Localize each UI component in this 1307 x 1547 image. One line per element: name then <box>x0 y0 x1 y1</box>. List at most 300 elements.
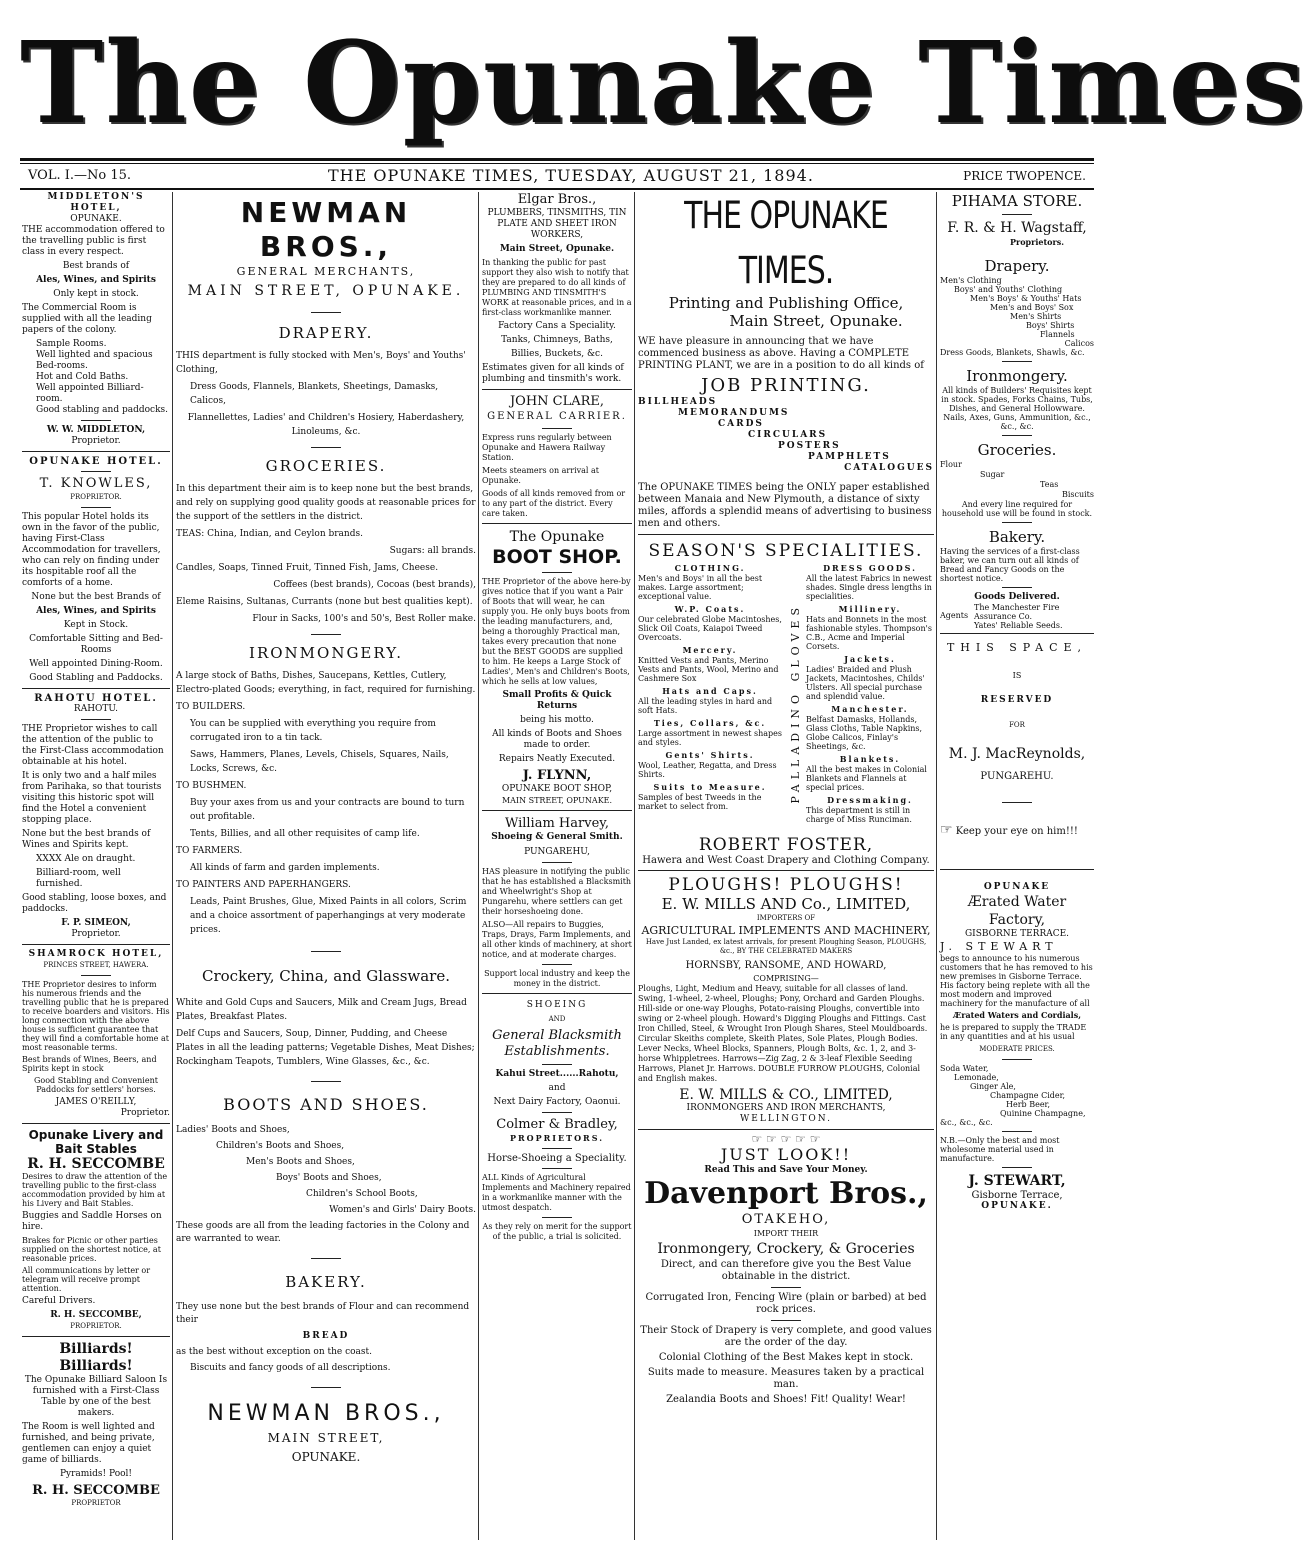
ad-text: THE accommodation offered to the travelling public is first class in every respect. <box>22 225 165 257</box>
ad-text: Support local industry and keep the money in the district. <box>484 969 630 988</box>
list-item: Dress Goods, Blankets, Shawls, &c. <box>940 348 1085 357</box>
list-item: Champagne Cider, <box>990 1091 1066 1100</box>
ad-text: Pyramids! Pool! <box>59 1469 133 1479</box>
ad-text: Biscuits and fancy goods of all descriptions. <box>190 1363 391 1373</box>
section-head: Goods Delivered. <box>974 592 1060 602</box>
ad-text: Billiard-room, well furnished. <box>36 868 121 889</box>
ad-text: Good stabling and paddocks. <box>36 405 169 415</box>
ad-text: Read This and Save Your Money. <box>704 1165 868 1175</box>
ad-text: Careful Drivers. <box>22 1296 96 1306</box>
ad-text: Estimates given for all kinds of plumbing and tinsmith's work. <box>482 363 624 384</box>
ad-reserved-space <box>940 640 1094 839</box>
column-3 <box>482 192 632 1540</box>
section-head: BOOTS AND SHOES. <box>223 1095 429 1114</box>
ad-title: MIDDLETON'S HOTEL, <box>47 192 145 213</box>
ad-subtitle: Shoeing & General Smith. <box>491 832 623 842</box>
ad-text: Desires to draw the attention of the travelling public to the first-class accommodation provided by him at his Livery and Bait Stables. <box>22 1172 168 1208</box>
ad-owner: F. P. SIMEON, <box>61 918 131 928</box>
ad-text: Children's Boots and Shoes, <box>216 1141 345 1151</box>
ad-text: THE Proprietor desires to inform his numerous friends and the travelling public that he is prepared to receive boarders and visitors. His long connection with the above house is sufficient guarantee that they will find a comfortable home at most reasonable terms. <box>22 980 170 1052</box>
ad-owner: J. STEWART, <box>968 1173 1066 1189</box>
ad-and: AND <box>548 1015 566 1023</box>
ad-text: TO PAINTERS AND PAPERHANGERS. <box>176 880 351 890</box>
ad-role: Proprietors. <box>1009 237 1065 247</box>
ad-aerated-water <box>940 882 1094 1212</box>
ad-text: Buy your axes from us and your contracts are bound to turn out profitable. <box>190 798 465 822</box>
ad-owner: R. H. SECCOMBE <box>32 1483 160 1498</box>
speciality-text: Men's and Boys' in all the best makes. Large assortment; exceptional value. <box>638 574 763 601</box>
section-head: GROCERIES. <box>265 457 387 475</box>
speciality-text: Belfast Damasks, Hollands, Glass Cloths, Table Napkins, Globe Calicos, Finlay's Sheetings, &c. <box>806 715 923 751</box>
ad-text: Small Profits & Quick Returns <box>502 690 612 711</box>
ad-text: Coffees (best brands), Cocoas (best brands), <box>273 580 476 590</box>
ad-text: Repairs Neatly Executed. <box>498 754 616 764</box>
ad-firm: E. W. MILLS AND Co., LIMITED, <box>661 895 911 913</box>
ad-title: Opunake Livery and Bait Stables <box>28 1128 164 1156</box>
ad-owner: W. W. MIDDLETON, <box>46 425 146 435</box>
ad-text: All kinds of Builders' Requisites kept in stock. Spades, Forks Chains, Tubs, Dishes, and General Hollowware. Nails, Axes, Guns, Ammunition, &c., &c., &c. <box>941 386 1093 431</box>
pointing-hand-icon: ☞ <box>940 822 953 838</box>
ad-list-item: CIRCULARS <box>748 430 828 440</box>
ad-text: This popular Hotel holds its own in the favor of the public, having First-Class Accommodation for travellers, who can rely on finding under its hospitable roof all the comforts of a home. <box>22 512 161 588</box>
ad-text: Factory Cans a Speciality. <box>498 321 616 331</box>
ad-em-mills <box>638 875 934 1125</box>
ad-list-item: BILLHEADS <box>638 397 718 407</box>
ad-text: RESERVED <box>980 695 1054 705</box>
ad-list-item: PAMPHLETS <box>808 452 891 462</box>
column-divider <box>172 192 173 1540</box>
ad-text: IMPORT THEIR <box>753 1229 819 1238</box>
ad-pihama-store <box>940 192 1094 629</box>
ad-text: And every line required for household use will be found in stock. <box>941 500 1093 518</box>
ad-place: PUNGAREHU. <box>980 771 1054 782</box>
ad-text: HORNSBY, RANSOME, AND HOWARD, <box>685 960 887 971</box>
issue-date: THE OPUNAKE TIMES, TUESDAY, AUGUST 21, 1894. <box>328 166 814 185</box>
specialities-table <box>638 563 934 835</box>
section-head: IRONMONGERY. <box>249 644 403 662</box>
list-item: Ginger Ale, <box>970 1082 1016 1091</box>
ad-title: Ærated Water Factory, <box>967 894 1067 928</box>
ad-text: As they rely on merit for the support of the public, a trial is solicited. <box>482 1222 632 1241</box>
ad-title: PIHAMA STORE. <box>951 192 1083 210</box>
ad-text: In this department their aim is to keep none but the best brands, and rely on supplying good quality goods at reasonable prices for the support of the settlers in the district. <box>176 484 476 522</box>
ad-title: JUST LOOK!! <box>720 1145 852 1164</box>
section-head: Ironmongery. <box>966 367 1068 385</box>
ad-text: COMPRISING— <box>753 974 819 983</box>
ad-text: THIS department is fully stocked with Men's, Boys' and Youths' Clothing, <box>176 351 466 375</box>
ad-text: PLUMBERS, TINSMITHS, TIN PLATE AND SHEET IRON WORKERS, <box>487 208 627 240</box>
ad-text: White and Gold Cups and Saucers, Milk and Cream Jugs, Bread Plates, Breakfast Plates. <box>176 998 467 1022</box>
ad-owner: R. H. SECCOMBE, <box>50 1310 142 1320</box>
ad-text: THE Proprietor of the above here-by gives notice that if you want a Pair of Boots that will wear, he can supply you. He only buys boots from the leading manufacturers, and, being a thoroughly Practical man, takes every precaution that none but the BEST GOODS are supplied to him. He keeps a Large Stock of Ladies', Men's and Children's Boots, which he sells at low values, <box>482 577 631 686</box>
list-item: Teas <box>1040 480 1059 489</box>
column-5 <box>940 192 1094 1540</box>
ad-text: Tents, Billies, and all other requisites of camp life. <box>190 829 420 839</box>
section-head: Bakery. <box>988 528 1046 546</box>
speciality-heading: Ties, Collars, &c. <box>653 718 767 728</box>
ad-title: THE OPUNAKE TIMES. <box>684 194 888 293</box>
section-head: Groceries. <box>977 441 1057 459</box>
ad-place: OPUNAKE. <box>70 214 122 224</box>
ad-text: All communications by letter or telegram will receive prompt attention. <box>22 1266 151 1293</box>
ad-text: Leads, Paint Brushes, Glue, Mixed Paints in all colors, Scrim and a choice assortment of paperhangings at very moderate prices. <box>190 897 467 935</box>
specialities-left <box>638 563 782 814</box>
ad-text: IMPORTERS OF <box>756 914 816 922</box>
ad-job-printing: JOB PRINTING. <box>701 375 871 396</box>
ad-title: NEWMAN BROS., <box>207 1401 445 1426</box>
masthead-rule <box>20 158 1094 161</box>
ad-text: XXXX Ale on draught. <box>36 854 136 864</box>
ad-title: SHAMROCK HOTEL, <box>28 949 164 959</box>
ad-text: Direct, and can therefore give you the Best Value obtainable in the district. <box>660 1259 912 1282</box>
ad-owner: JAMES O'REILLY, <box>55 1097 137 1107</box>
section-head: Crockery, China, and Glassware. <box>202 967 450 985</box>
palladino-gloves: PALLADINO GLOVES <box>788 603 802 804</box>
ad-text: Flour in Sacks, 100's and 50's, Best Roller make. <box>252 614 476 624</box>
ad-text: Corrugated Iron, Fencing Wire (plain or barbed) at bed rock prices. <box>645 1292 927 1315</box>
speciality-heading: Dressmaking. <box>827 795 913 805</box>
speciality-heading: DRESS GOODS. <box>823 563 917 573</box>
speciality-text: All the best makes in Colonial Blankets and Flannels at special prices. <box>806 765 927 792</box>
ad-elgar-bros <box>482 192 632 385</box>
ad-place: GISBORNE TERRACE. <box>964 929 1070 939</box>
ad-title: SEASON'S SPECIALITIES. <box>648 541 924 561</box>
ad-text <box>940 823 1094 839</box>
ad-text: Suits made to measure. Measures taken by a practical man. <box>647 1367 925 1390</box>
ad-text: You can be supplied with everything you require from corrugated iron to a tin tack. <box>190 719 436 743</box>
ad-text: Keep your eye on him!!! <box>955 826 1078 837</box>
speciality-heading: Blankets. <box>839 754 901 764</box>
ad-role: PROPRIETORS. <box>510 1133 604 1143</box>
ad-text: Good Stabling and Paddocks. <box>29 673 163 683</box>
ad-davenport-bros <box>638 1134 934 1406</box>
speciality-text: Our celebrated Globe Macintoshes, Slick Oil Coats, Kaiapoi Tweed Overcoats. <box>638 615 782 642</box>
speciality-text: Samples of best Tweeds in the market to select from. <box>638 793 762 811</box>
list-item: Men's Clothing <box>940 276 1002 285</box>
ad-place: OPUNAKE. <box>291 1450 361 1464</box>
list-item: Herb Beer, <box>1006 1100 1051 1109</box>
speciality-heading: Millinery. <box>838 604 902 614</box>
ad-text: The OPUNAKE TIMES being the ONLY paper established between Manaia and New Plymouth, a distance of sixty miles, affords a splendid means of advertising to business men and others. <box>638 482 932 529</box>
specialities-right <box>806 563 934 827</box>
list-item: Quinine Champagne, <box>1000 1109 1086 1118</box>
ad-subtitle: Printing and Publishing Office, <box>668 294 904 312</box>
ad-head: SHOEING <box>526 1000 588 1010</box>
ad-text: Sugars: all brands. <box>389 546 476 556</box>
ad-opunake-times <box>638 194 934 530</box>
ad-place: OTAKEHO, <box>741 1212 831 1227</box>
ad-text: BREAD <box>302 1331 350 1341</box>
ad-text: TO BUILDERS. <box>176 702 246 712</box>
ad-text: WE have pleasure in announcing that we have commenced business as above. Having a COMPLETE PRINTING PLANT, we are in a position to do all kinds of <box>638 336 924 371</box>
ad-text: Only kept in stock. <box>53 289 139 299</box>
ad-role: Proprietor. <box>71 436 121 446</box>
list-item: Men's Shirts <box>1010 312 1062 321</box>
ad-title: RAHOTU HOTEL. <box>34 693 158 704</box>
ad-text: Well appointed Billiard-room. <box>36 383 144 404</box>
ad-role: PROPRIETOR. <box>70 493 122 501</box>
list-item: Calicos <box>1064 339 1094 348</box>
ad-owner: M. J. MacReynolds, <box>948 746 1086 762</box>
list-item: Men's Boys' & Youths' Hats <box>970 294 1082 303</box>
speciality-text: Knitted Vests and Pants, Merino Vests and Pants, Wool, Merino and Cashmere Sox <box>638 656 779 683</box>
ad-text: Brakes for Picnic or other parties supplied on the shortest notice, at reasonable prices. <box>22 1236 161 1263</box>
agent-item: The Manchester Fire Assurance Co. <box>974 603 1060 621</box>
ad-owner: Colmer & Bradley, <box>496 1117 618 1132</box>
ad-text: Good stabling, loose boxes, and paddocks. <box>22 893 167 914</box>
ad-text: Candles, Soaps, Tinned Fruit, Tinned Fish, Jams, Cheese. <box>176 563 439 573</box>
ad-list-item: CARDS <box>718 419 764 429</box>
ad-text: Boys' Boots and Shoes, <box>276 1173 382 1183</box>
ad-text: Flannellettes, Ladies' and Children's Hosiery, Haberdashery, Linoleums, &c. <box>187 413 465 437</box>
price: PRICE TWOPENCE. <box>963 169 1086 183</box>
ad-text: Ironmongery, Crockery, & Groceries <box>657 1241 915 1257</box>
ad-title: Davenport Bros., <box>644 1176 928 1211</box>
section-head: DRAPERY. <box>278 324 374 342</box>
ad-place: OPUNAKE. <box>981 1201 1053 1211</box>
ad-address: MAIN STREET, <box>267 1431 385 1445</box>
ad-text: Ales, Wines, and Spirits <box>36 275 156 285</box>
ad-text: Colonial Clothing of the Best Makes kept in stock. <box>658 1352 914 1363</box>
ad-owner: ROBERT FOSTER, <box>698 835 874 855</box>
ad-text: It is only two and a half miles from Parihaka, so that tourists visiting this historic spot will find the Hotel a convenient stopping place. <box>22 771 162 825</box>
agents-label: Agents <box>940 611 969 620</box>
ad-address: MAIN STREET, OPUNAKE. <box>501 796 613 805</box>
ad-text: FOR <box>1009 721 1025 729</box>
list-item: Biscuits <box>1061 490 1094 499</box>
ad-billiards <box>22 1341 170 1509</box>
column-divider <box>634 192 635 1540</box>
speciality-text: Large assortment in newest shapes and styles. <box>638 729 782 747</box>
speciality-heading: CLOTHING. <box>674 563 746 573</box>
ad-text: MODERATE PRICES. <box>979 1045 1055 1053</box>
column-4 <box>638 192 934 1540</box>
ad-text: TO BUSHMEN. <box>176 781 247 791</box>
volume-number: VOL. I.—No 15. <box>28 168 131 183</box>
ad-text: The Room is well lighted and furnished, and being private, gentlemen can enjoy a quiet game of billiards. <box>22 1422 155 1465</box>
ad-title: The Opunake <box>509 529 605 545</box>
ad-firm: E. W. MILLS & CO., LIMITED, <box>679 1087 893 1103</box>
ad-text: HAS pleasure in notifying the public that he has established a Blacksmith and Wheelwright's Shop at Pungarehu, where settlers can get their horseshoeing done. <box>482 867 632 916</box>
ad-title: General Blacksmith Establishments. <box>492 1028 622 1059</box>
speciality-text: All the latest Fabrics in newest shades. Single dress lengths in specialities. <box>806 574 932 601</box>
speciality-heading: Manchester. <box>831 704 909 714</box>
ad-shamrock-hotel <box>22 949 170 1119</box>
ad-place: WELLINGTON. <box>740 1114 832 1124</box>
list-item: Sugar <box>980 470 1005 479</box>
list-item: Flannels <box>1040 330 1075 339</box>
ad-text: ALSO—All repairs to Buggies, Traps, Drays, Farm Implements, and all other kinds of machinery, at short notice, and at moderate charges. <box>482 920 632 959</box>
ad-text: Meets steamers on arrival at Opunake. <box>482 466 600 485</box>
ad-text: Ærated Waters and Cordials, <box>952 1010 1082 1020</box>
ad-text: Good Stabling and Convenient Paddocks for settlers' horses. <box>34 1076 158 1094</box>
agents-block <box>940 603 1094 629</box>
ad-middletons-hotel <box>22 192 170 447</box>
list-item: Lemonade, <box>954 1073 999 1082</box>
ad-text: THE Proprietor wishes to call the attention of the public to the First-Class accommodation obtainable at his hotel. <box>22 724 164 767</box>
ad-text: ALL Kinds of Agricultural Implements and Machinery repaired in a workmanlike manner with the utmost despatch. <box>482 1173 631 1212</box>
ad-text: begs to announce to his numerous customers that he has removed to his new premises in Gisborne Terrace. His factory being replete with all the most modern and improved machinery for the manufacture of all <box>940 954 1093 1008</box>
ad-place: PUNGAREHU, <box>524 847 590 857</box>
ad-colmer-bradley <box>482 1000 632 1242</box>
ad-text: Tanks, Chimneys, Baths, <box>501 335 613 345</box>
ad-text: being his motto. <box>520 715 594 725</box>
column-2-newman-bros <box>176 192 476 1540</box>
ad-list-item: MEMORANDUMS <box>678 408 790 418</box>
ad-text: Ploughs, Light, Medium and Heavy, suitable for all classes of land. Swing, 1-wheel, 2-wheel, Ploughs; Pony, Orchard and Garden Ploughs. Hill-side or one-way Ploughs, Potato-raising Ploughs, convertible into swing or 2-wheel plough. Howard's Digging Ploughs and Fittings. Cast Iron Chilled, Steel, & Wrought Iron Plough Shares, Steel Mouldboards. Circular Skeiths complete, Skeith Plates, Sole Plates, Plough Bodies. Lever Necks, Wheel Blocks, Spanners, Plough Bolts, &c. 1, 2, and 3-horse Whippletrees. Harrows—Zig Zag, 2 & 3-leaf Flexible Seeding Harrows, Planet Jr. Harrows. DOUBLE FURROW PLOUGHS, Colonial and English makes. <box>638 984 928 1083</box>
list-item: Soda Water, <box>940 1064 989 1073</box>
section-head: BAKERY. <box>285 1273 367 1291</box>
ad-text: N.B.—Only the best and most wholesome material used in manufacture. <box>940 1136 1060 1163</box>
ad-text: Main Street, Opunake. <box>499 244 615 254</box>
ad-title: BOOT SHOP. <box>492 546 622 568</box>
ad-text: and <box>548 1083 566 1093</box>
ad-address: MAIN STREET, OPUNAKE. <box>187 283 465 299</box>
ad-text: These goods are all from the leading factories in the Colony and are warranted to wear. <box>176 1221 470 1244</box>
dateline <box>28 166 1086 186</box>
column-1 <box>22 192 170 1540</box>
ad-text: A large stock of Baths, Dishes, Saucepans, Kettles, Cutlery, Electro-plated Goods; everything, in fact, required for furnishing. <box>176 671 476 695</box>
ad-text: Next Dairy Factory, Oaonui. <box>493 1097 621 1107</box>
ad-text: IS <box>1012 671 1022 680</box>
ad-text: Best brands of <box>62 261 130 271</box>
ad-owner: J. STEWART <box>940 940 1058 953</box>
ad-title: Elgar Bros., <box>517 192 597 207</box>
ad-text: Having the services of a first-class baker, we can turn out all kinds of Bread and Fancy Goods on the shortest notice. <box>940 547 1080 583</box>
masthead-rule-thin <box>20 163 1094 164</box>
list-item: Flour <box>940 460 962 469</box>
ad-text: Men's Boots and Shoes, <box>246 1157 355 1167</box>
ad-text: Have Just Landed, ex latest arrivals, for present Ploughing Season, PLOUGHS, &c., BY THE CELEBRATED MAKERS <box>645 938 927 955</box>
ad-text: In thanking the public for past support they also wish to notify that they are prepared to do all kinds of PLUMBING AND TINSMITH'S WORK at reasonable prices, and in a first-class workmanlike manner. <box>482 258 632 317</box>
ad-text: Well appointed Dining-Room. <box>29 659 163 669</box>
ad-john-clare <box>482 394 632 519</box>
ad-text: Zealandia Boots and Shoes! Fit! Quality! Wear! <box>666 1394 906 1405</box>
ad-text: None but the best Brands of <box>31 592 161 602</box>
ad-title: William Harvey, <box>504 816 610 831</box>
ad-text: Ales, Wines, and Spirits <box>36 606 156 616</box>
speciality-text: This department is still in charge of Miss Runciman. <box>806 806 912 824</box>
ad-text: Kept in Stock. <box>63 620 129 630</box>
ad-owner: F. R. & H. Wagstaff, <box>947 220 1087 236</box>
ad-text: Horse-Shoeing a Speciality. <box>487 1153 627 1164</box>
speciality-text: All the leading styles in hard and soft Hats. <box>638 697 773 715</box>
ad-owner: J. FLYNN, <box>522 768 592 783</box>
ad-title: JOHN CLARE, <box>509 394 605 409</box>
ad-role: PROPRIETOR. <box>70 1322 122 1330</box>
ad-text: Express runs regularly between Opunake and Hawera Railway Station. <box>482 433 612 462</box>
ad-text: The Commercial Room is supplied with all the leading papers of the colony. <box>22 303 152 335</box>
masthead-title: The Opunake Times <box>20 18 1307 149</box>
ad-list-item: POSTERS <box>778 441 841 451</box>
speciality-heading: Hats and Caps. <box>662 686 758 696</box>
agent-item: Yates' Reliable Seeds. <box>974 621 1063 630</box>
list-item: &c., &c., &c. <box>940 1118 993 1127</box>
ad-opunake-hotel <box>22 456 170 684</box>
ad-livery-stables <box>22 1128 170 1332</box>
list-item: Boys' Shirts <box>1026 321 1075 330</box>
column-divider <box>478 192 479 1540</box>
ad-text: Buggies and Saddle Horses on hire. <box>22 1211 162 1232</box>
ad-text: he is prepared to supply the TRADE in any quantities and at his usual <box>940 1023 1087 1041</box>
ad-robert-foster <box>638 539 934 866</box>
speciality-text: Hats and Bonnets in the most fashionable styles. Thompson's C.B., Acme and Imperial Corsets. <box>806 615 932 651</box>
ad-text: All kinds of farm and garden implements. <box>190 863 380 873</box>
ad-text: The Opunake Billiard Saloon Is furnished with a First-Class Table by one of the best makers. <box>24 1375 168 1418</box>
ad-text: Women's and Girls' Dairy Boots. <box>329 1205 476 1215</box>
ad-text: Saws, Hammers, Planes, Levels, Chisels, Squares, Nails, Locks, Screws, &c. <box>190 750 449 774</box>
ad-text: Best brands of Wines, Beers, and Spirits kept in stock <box>22 1055 157 1073</box>
speciality-heading: Jackets. <box>844 654 896 664</box>
ad-text: THIS SPACE, <box>946 641 1088 654</box>
ad-text: All kinds of Boots and Shoes made to order. <box>492 729 622 750</box>
section-head: Drapery. <box>984 257 1050 275</box>
ad-text: Eleme Raisins, Sultanas, Currants (none but best qualities kept). <box>176 597 473 607</box>
speciality-heading: Gents' Shirts. <box>665 750 755 760</box>
ad-text: None but the best brands of Wines and Spirits kept. <box>22 829 151 850</box>
ad-address: Gisborne Terrace, <box>971 1190 1063 1201</box>
speciality-text: Ladies' Braided and Plush Jackets, Macintoshes, Childs' Ulsters. All special purchase and splendid value. <box>806 665 925 701</box>
ad-place: PRINCES STREET, HAWERA. <box>43 961 149 969</box>
ad-title: NEWMAN BROS., <box>240 196 412 263</box>
ad-subtitle: GENERAL CARRIER. <box>487 411 627 422</box>
ad-text: Comfortable Sitting and Bed-Rooms <box>29 634 163 655</box>
ad-text: AGRICULTURAL IMPLEMENTS AND MACHINERY, <box>641 924 931 937</box>
speciality-heading: Suits to Measure. <box>653 782 767 792</box>
ad-place: RAHOTU. <box>73 704 119 714</box>
ad-text: Goods of all kinds removed from or to any part of the district. Every care taken. <box>482 489 626 518</box>
column-divider <box>936 192 937 1540</box>
ad-text: Billies, Buckets, &c. <box>511 349 603 359</box>
ad-owner: R. H. SECCOMBE <box>27 1156 165 1172</box>
speciality-heading: Mercery. <box>682 645 738 655</box>
ad-text: Ladies' Boots and Shoes, <box>176 1125 290 1135</box>
ad-role: Hawera and West Coast Drapery and Clothing Company. <box>642 855 930 866</box>
ad-boot-shop <box>482 528 632 806</box>
ad-address: OPUNAKE BOOT SHOP, <box>501 784 613 794</box>
ad-list-item: CATALOGUES <box>844 463 934 473</box>
ad-text: Children's School Boots, <box>306 1189 418 1199</box>
speciality-text: Wool, Leather, Regatta, and Dress Shirts. <box>638 761 777 779</box>
hand-icons: ☞ ☞ ☞ ☞ ☞ <box>751 1132 821 1146</box>
ad-text: as the best without exception on the coast. <box>176 1347 373 1357</box>
ad-text: TEAS: China, Indian, and Ceylon brands. <box>176 529 363 539</box>
ad-text: Delf Cups and Saucers, Soup, Dinner, Pudding, and Cheese Plates in all the leading patterns; Vegetable Dishes, Meat Dishes; Rockingham Teapots, Tumblers, Wine Glasses, &c., &c. <box>176 1029 475 1067</box>
ad-rahotu-hotel <box>22 693 170 940</box>
ad-role: PROPRIETOR <box>71 1499 121 1507</box>
ad-text: Dress Goods, Flannels, Blankets, Sheetings, Damasks, Calicos, <box>190 382 439 406</box>
ad-title: PLOUGHS! PLOUGHS! <box>668 875 904 895</box>
ad-text: Their Stock of Drapery is very complete, and good values are the order of the day. <box>640 1325 932 1348</box>
list-item: Men's and Boys' Sox <box>990 303 1074 312</box>
ad-text: They use none but the best brands of Flour and can recommend their <box>176 1302 470 1325</box>
ad-subtitle: GENERAL MERCHANTS, <box>236 265 416 278</box>
ad-william-harvey <box>482 815 632 989</box>
ad-owner: T. KNOWLES, <box>39 476 153 491</box>
ad-role: Proprietor. <box>120 1108 170 1118</box>
list-item: Boys' and Youths' Clothing <box>954 285 1063 294</box>
ad-head: OPUNAKE <box>983 882 1051 892</box>
ad-text: TO FARMERS. <box>176 846 243 856</box>
ad-text: Well lighted and spacious Bed-rooms. <box>36 350 153 371</box>
ad-text: IRONMONGERS AND IRON MERCHANTS, <box>686 1103 886 1113</box>
ad-role: Proprietor. <box>71 929 121 939</box>
ad-title: Billiards! Billiards! <box>59 1341 133 1374</box>
ad-text: Sample Rooms. <box>36 339 107 349</box>
ad-title: OPUNAKE HOTEL. <box>29 456 163 467</box>
speciality-heading: W.P. Coats. <box>674 604 746 614</box>
ad-text: Hot and Cold Baths. <box>36 372 129 382</box>
